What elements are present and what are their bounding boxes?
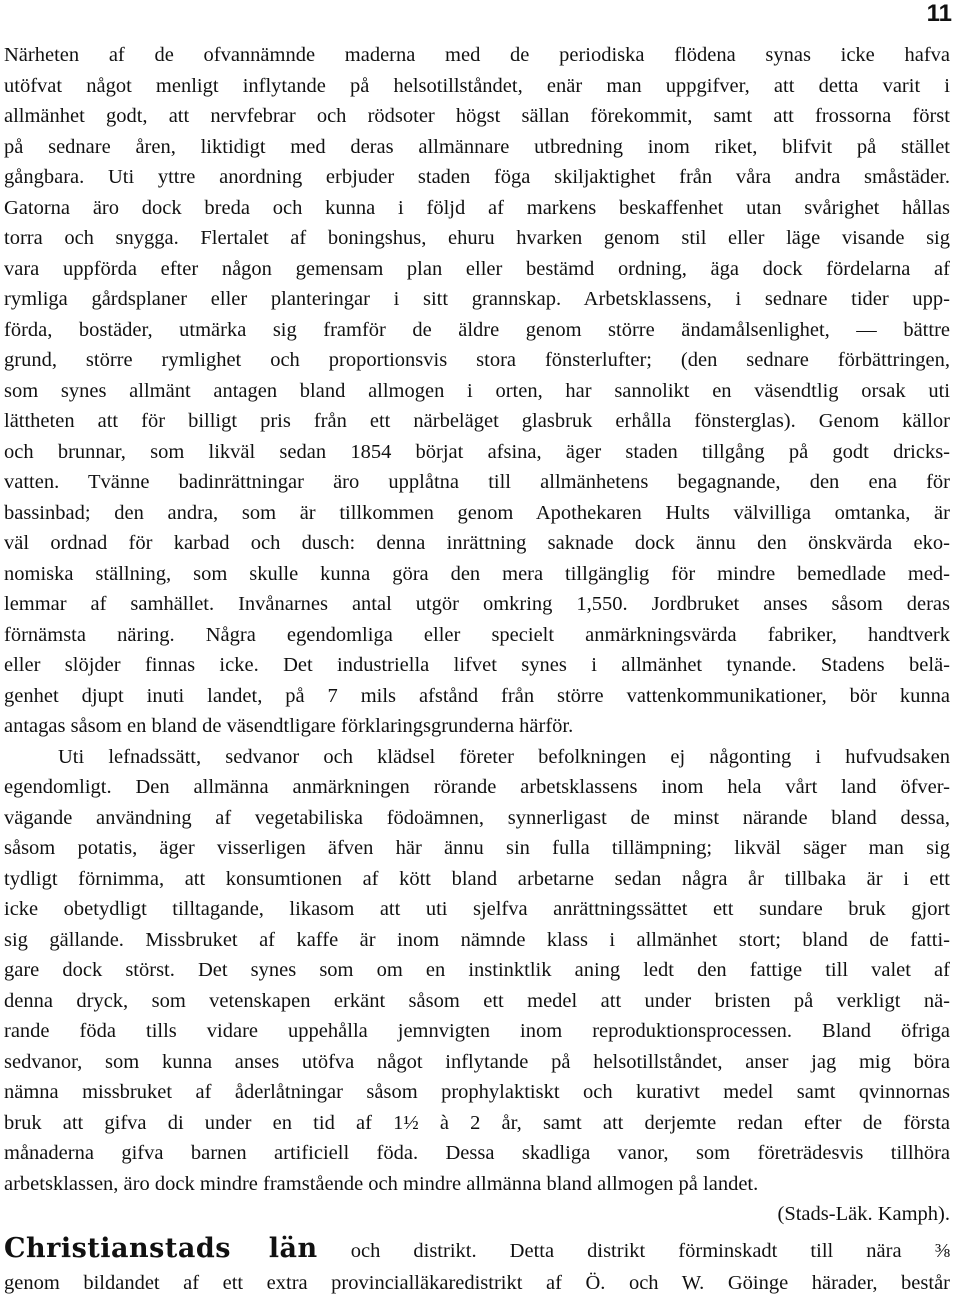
text-line: som synes allmänt antagen bland allmogen i orten, har sannolikt en väsendtlig orsak uti xyxy=(4,376,950,407)
text-line: egendomligt. Den allmänna anmärkningen rörande arbetsklassens inom hela vårt land öfver- xyxy=(4,772,950,803)
text-line: rymliga gårdsplaner eller planteringar i sitt grannskap. Arbetsklassens, i sednare tider upp- xyxy=(4,284,950,315)
text-line: arbetsklassen, äro dock mindre framstående och mindre allmänna bland allmogen på landet. xyxy=(4,1169,950,1200)
text-line: förnämsta näring. Några egendomliga eller specielt anmärkningsvärda fabriker, handtverk xyxy=(4,620,950,651)
fraction-mark: ⅜ xyxy=(935,1240,950,1262)
text-line: nomiska ställning, som skulle kunna göra den mera tillgänglig för mindre bemedlade med- xyxy=(4,559,950,590)
text-line: månaderna gifva barnen artificiell föda. Dessa skadliga vanor, som företrädesvis tillhöra xyxy=(4,1138,950,1169)
section-heading-text: och distrikt. Detta distrikt förminskadt till nära xyxy=(351,1240,902,1262)
text-line: antagas såsom en bland de väsendtligare förklaringsgrunderna härför. xyxy=(4,711,950,742)
text-line: Uti lefnadssätt, sedvanor och klädsel företer befolkningen ej någonting i hufvudsaken xyxy=(4,742,950,773)
text-line: utöfvat något menligt inflytande på helsotillståndet, enär man uppgifver, att detta varit i xyxy=(4,71,950,102)
text-line: genhet djupt inuti landet, på 7 mils afstånd från större vattenkommunikationer, bör kunna xyxy=(4,681,950,712)
text-line: lemmar af samhället. Invånarnes antal utgör omkring 1,550. Jordbruket anses såsom deras xyxy=(4,589,950,620)
text-line: förda, bostäder, utmärka sig framför de äldre genom större ändamålsenlighet, — bättre xyxy=(4,315,950,346)
text-line: Närheten af de ofvannämnde maderna med de periodiska flödena synas icke hafva xyxy=(4,40,950,71)
text-line: tydligt förnimma, att konsumtionen af kött bland arbetarne sedan några år tillbaka är i ett xyxy=(4,864,950,895)
text-line: sig gällande. Missbruket af kaffe är inom nämnde klass i allmänhet stort; bland de fatti- xyxy=(4,925,950,956)
text-line: genom bildandet af ett extra provincialläkaredistrikt af Ö. och W. Göinge härader, består xyxy=(4,1268,950,1298)
section-title: Christianstads län xyxy=(4,1234,318,1264)
text-line: på sednare åren, liktidigt med deras allmännare utbredning inom riket, blifvit på stället xyxy=(4,132,950,163)
text-line: allmänhet godt, att nervfebrar och rödsoter högst sällan förekommit, samt att frossorna först xyxy=(4,101,950,132)
text-line: vatten. Tvänne badinrättningar äro upplåtna till allmänhetens begagnande, den ena för xyxy=(4,467,950,498)
text-line: nämna missbruket af åderlåtningar såsom prophylaktiskt och kurativt medel samt qvinnornas xyxy=(4,1077,950,1108)
text-line: gare dock störst. Det synes som om en instinktlik aning ledt den fattige till valet af xyxy=(4,955,950,986)
text-line: vägande användning af vegetabiliska födoämnen, synnerligast de minst närande bland dessa, xyxy=(4,803,950,834)
text-line: torra och snygga. Flertalet af boningshus, ehuru hvarken genom stil eller läge visande sig xyxy=(4,223,950,254)
text-line: väl ordnad för karbad och dusch: denna inrättning saknade dock ännu den önskvärda eko- xyxy=(4,528,950,559)
page-number: 11 xyxy=(927,0,952,28)
document-body xyxy=(4,40,950,1298)
text-line: och brunnar, som likväl sedan 1854 börjat afsina, äger staden tillgång på godt dricks- xyxy=(4,437,950,468)
text-line: lättheten att för billigt pris från ett närbeläget glasbruk erhålla fönsterglas). Genom källor xyxy=(4,406,950,437)
text-line: såsom potatis, äger visserligen äfven här ännu sin fulla tillämpning; likväl säger man sig xyxy=(4,833,950,864)
text-line: gångbara. Uti yttre anordning erbjuder staden föga skiljaktighet från våra andra småstäder. xyxy=(4,162,950,193)
author-signature: (Stads-Läk. Kamph). xyxy=(4,1199,950,1230)
text-line: icke obetydligt tilltagande, likasom att uti sjelfva anrättningssättet ett sundare bruk gjort xyxy=(4,894,950,925)
text-line: rande föda tills vidare uppehålla jemnvigten inom reproduktionsprocessen. Bland öfriga xyxy=(4,1016,950,1047)
section-heading xyxy=(4,1234,950,1268)
text-line: vara uppförda efter någon gemensam plan eller bestämd ordning, äga dock fördelarna af xyxy=(4,254,950,285)
text-line: denna dryck, som vetenskapen erkänt såsom ett medel att under bristen på verkligt nä- xyxy=(4,986,950,1017)
text-line: grund, större rymlighet och proportionsvis stora fönsterlufter; (den sednare förbättringen, xyxy=(4,345,950,376)
text-line: sedvanor, som kunna anses utöfva något inflytande på helsotillståndet, anser jag mig böra xyxy=(4,1047,950,1078)
text-line: eller slöjder finnas icke. Det industriella lifvet synes i allmänhet tynande. Stadens belä- xyxy=(4,650,950,681)
text-line: bruk att gifva di under en tid af 1½ à 2 år, samt att derjemte redan efter de första xyxy=(4,1108,950,1139)
text-line: bassinbad; den andra, som är tillkommen genom Apothekaren Hults välvilliga omtanka, är xyxy=(4,498,950,529)
text-line: Gatorna äro dock breda och kunna i följd af markens beskaffenhet utan svårighet hållas xyxy=(4,193,950,224)
